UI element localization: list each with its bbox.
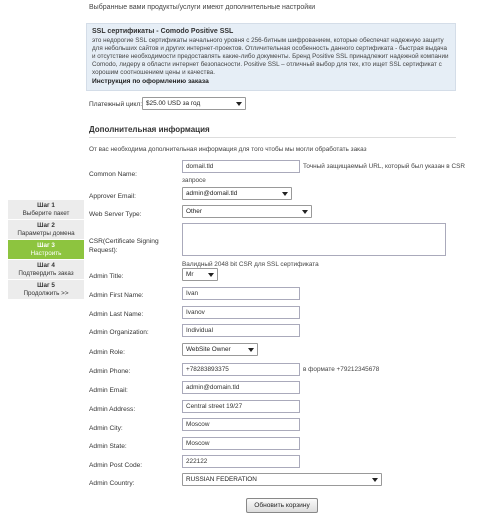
step-label: Подтвердить заказ <box>18 270 74 277</box>
admin-post-code-input[interactable]: 222122 <box>182 455 300 468</box>
csr-hint: Валидный 2048 bit CSR для SSL сертификата <box>182 261 319 268</box>
admin-country-value: RUSSIAN FEDERATION <box>186 476 257 483</box>
admin-country-select[interactable] <box>182 473 382 486</box>
admin-address-label: Admin Address: <box>89 406 136 413</box>
step-number: Шаг 4 <box>37 262 55 269</box>
admin-title-select[interactable] <box>182 268 218 281</box>
admin-city-label: Admin City: <box>89 425 123 432</box>
admin-role-select[interactable] <box>182 343 258 356</box>
admin-organization-label: Admin Organization: <box>89 329 149 336</box>
step-number: Шаг 2 <box>37 222 55 229</box>
csr-textarea[interactable] <box>182 223 446 256</box>
admin-last-name-input[interactable]: Ivanov <box>182 306 300 319</box>
admin-title-label: Admin Title: <box>89 273 124 280</box>
update-cart-button[interactable]: Обновить корзину <box>246 498 318 513</box>
step-3[interactable] <box>8 240 84 260</box>
admin-city-input[interactable]: Moscow <box>182 418 300 431</box>
chevron-down-icon <box>248 348 254 352</box>
approver-email-label: Approver Email: <box>89 193 136 200</box>
common-name-input[interactable]: domail.tld <box>182 160 300 173</box>
admin-email-label: Admin Email: <box>89 387 128 394</box>
web-server-value: Other <box>186 208 202 215</box>
admin-role-label: Admin Role: <box>89 349 125 356</box>
admin-first-name-label: Admin First Name: <box>89 292 144 299</box>
csr-label-2: Request): <box>89 247 118 254</box>
admin-last-name-label: Admin Last Name: <box>89 311 144 318</box>
admin-role-value: WebSite Owner <box>186 346 231 353</box>
divider <box>89 137 456 138</box>
common-name-hint: Точный защищаемый URL, который был указан в CSR <box>303 163 465 170</box>
order-steps <box>8 200 84 300</box>
web-server-select[interactable] <box>182 205 312 218</box>
billing-cycle-label: Платежный цикл: <box>89 101 143 108</box>
step-label: Выберите пакет <box>22 210 70 217</box>
step-label: Настроить <box>30 250 62 257</box>
common-name-label: Common Name: <box>89 171 138 178</box>
billing-cycle-select[interactable] <box>142 97 246 110</box>
common-name-hint-2: запросе <box>182 177 206 184</box>
section-note: От вас необходима дополнительная информация для того чтобы мы могли обработать заказ <box>89 146 367 153</box>
chevron-down-icon <box>302 210 308 214</box>
step-4[interactable] <box>8 260 84 280</box>
admin-title-value: Mr <box>186 271 194 278</box>
approver-email-value: admin@domail.tld <box>186 190 238 197</box>
ssl-product-box <box>86 23 456 91</box>
approver-email-select[interactable] <box>182 187 292 200</box>
admin-state-input[interactable]: Moscow <box>182 437 300 450</box>
admin-state-label: Admin State: <box>89 443 127 450</box>
chevron-down-icon <box>372 478 378 482</box>
admin-first-name-input[interactable]: Ivan <box>182 287 300 300</box>
csr-label: CSR(Certificate Signing <box>89 238 159 245</box>
step-2[interactable] <box>8 220 84 240</box>
chevron-down-icon <box>208 273 214 277</box>
step-label: Параметры домена <box>17 230 75 237</box>
admin-phone-label: Admin Phone: <box>89 368 131 375</box>
chevron-down-icon <box>236 102 242 106</box>
ssl-instructions-link[interactable]: Инструкция по оформлению заказа <box>92 78 209 85</box>
chevron-down-icon <box>282 192 288 196</box>
admin-post-code-label: Admin Post Code: <box>89 462 143 469</box>
ssl-title: SSL сертификаты - Comodo Positive SSL <box>92 28 234 35</box>
admin-organization-input[interactable]: Individual <box>182 324 300 337</box>
admin-phone-input[interactable]: +78283893375 <box>182 363 300 376</box>
step-number: Шаг 1 <box>37 202 55 209</box>
web-server-label: Web Server Type: <box>89 211 142 218</box>
billing-cycle-value: $25.00 USD за год <box>146 100 201 107</box>
step-1[interactable] <box>8 200 84 220</box>
admin-phone-hint: в формате +79212345678 <box>303 366 380 373</box>
intro-text: Выбранные вами продукты/услуги имеют дополнительные настройки <box>89 4 316 11</box>
step-label: Продолжить >> <box>23 290 69 297</box>
admin-address-input[interactable]: Central street 19/27 <box>182 400 300 413</box>
step-5[interactable] <box>8 280 84 300</box>
step-number: Шаг 3 <box>37 242 55 249</box>
step-number: Шаг 5 <box>37 282 55 289</box>
admin-country-label: Admin Country: <box>89 480 135 487</box>
ssl-description: это недорогие SSL сертификаты начального уровня с 256-битным шифрованием, которые обеспечат надежную защиту для небольших сайтов и других интернет-проектов. Отличительная особенность данного сертификата - быстрая выдача и отсутствие необходимости предоставлять какие-либо документы. Бренд Positive SSL принадлежит надежной компании Comodo, лидеру в области интернет безопасности. Positive SSL – отличный выбор для тех, кто ищет SSL сертификат с хорошим соотношением цены и качества. <box>92 37 449 76</box>
section-title: Дополнительная информация <box>89 125 210 134</box>
admin-email-input[interactable]: admin@domain.tld <box>182 381 300 394</box>
